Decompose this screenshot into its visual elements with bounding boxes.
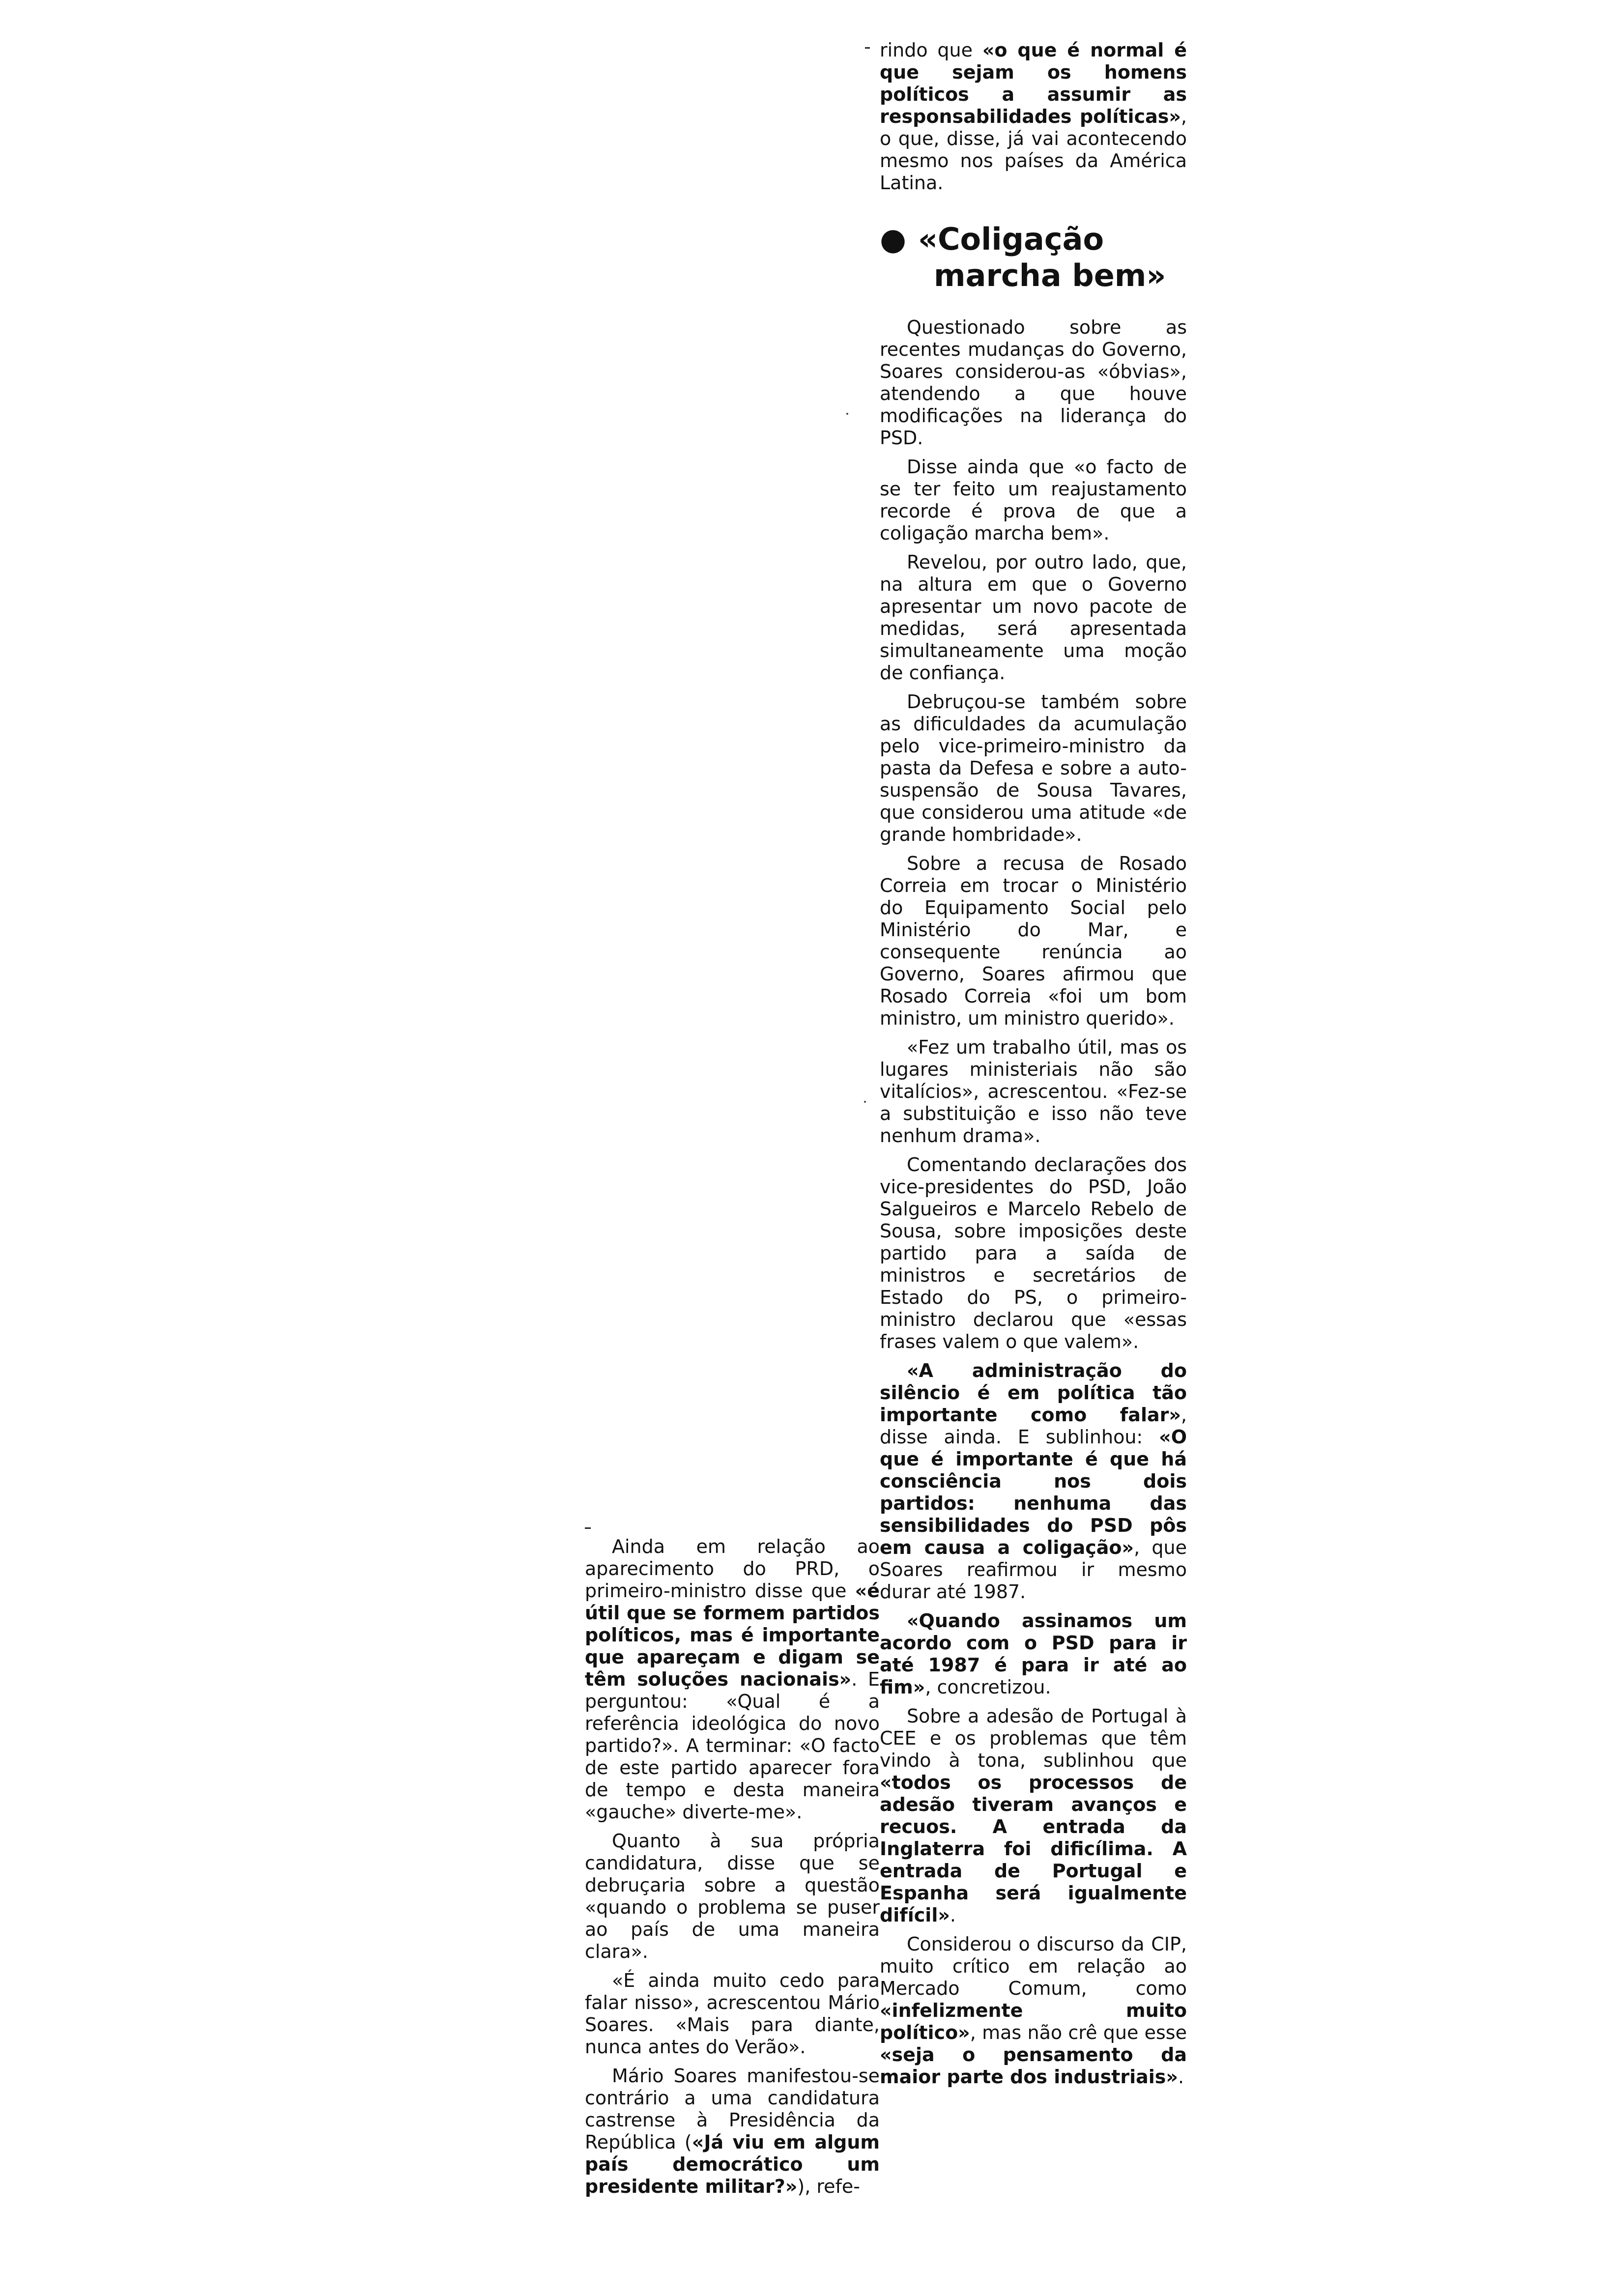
- paragraph: Questionado sobre as recentes mudanças do Governo, Soares considerou-as «óbvias», atendendo a que houve modificações na liderança do PSD.: [880, 316, 1187, 449]
- article-right-column: [880, 39, 1187, 2088]
- paragraph: «Fez um trabalho útil, mas os lugares ministeriais não são vitalícios», acrescentou. «Fez-se a substituição e isso não teve nenhum drama».: [880, 1036, 1187, 1147]
- paragraph: rindo que «o que é normal é que sejam os homens políticos a assumir as responsabilidades políticas», o que, disse, já vai acontecendo mesmo nos países da América Latina.: [880, 39, 1187, 194]
- paragraph: Considerou o discurso da CIP, muito crítico em relação ao Mercado Comum, como «infelizmente muito político», mas não crê que esse «seja o pensamento da maior parte dos industriais».: [880, 1933, 1187, 2088]
- section-heading-line-2: marcha bem»: [934, 258, 1166, 293]
- column-start-mark: [585, 1527, 591, 1529]
- section-heading: [880, 221, 1187, 294]
- print-speck: [864, 1101, 866, 1103]
- bullet-icon: ●: [880, 221, 907, 257]
- paragraph: Revelou, por outro lado, que, na altura em que o Governo apresentar um novo pacote de medidas, será apresentada simultaneamente uma moção de confiança.: [880, 551, 1187, 684]
- paragraph: «A administração do silêncio é em política tão importante como falar», disse ainda. E sublinhou: «O que é importante é que há consciência nos dois partidos: nenhuma das sensibilidades do PSD pôs em causa a coligação», que Soares reafirmou ir mesmo durar até 1987.: [880, 1360, 1187, 1603]
- paragraph: Debruçou-se também sobre as dificuldades da acumulação pelo vice-primeiro-ministro da pasta da Defesa e sobre a auto-suspensão de Sousa Tavares, que considerou uma atitude «de grande hombridade».: [880, 691, 1187, 845]
- column-start-mark: [865, 47, 870, 49]
- paragraph: «É ainda muito cedo para falar nisso», acrescentou Mário Soares. «Mais para diante, nunca antes do Verão».: [585, 1970, 880, 2058]
- section-heading-line-1: «Coligação: [918, 221, 1104, 257]
- article-left-column: [585, 1536, 880, 2198]
- print-speck: [846, 413, 848, 415]
- paragraph: Comentando declarações dos vice-presidentes do PSD, João Salgueiros e Marcelo Rebelo de Sousa, sobre imposições deste partido para a saída de ministros e secretários de Estado do PS, o primeiro-ministro declarou que «essas frases valem o que valem».: [880, 1154, 1187, 1352]
- paragraph: «Quando assinamos um acordo com o PSD para ir até 1987 é para ir até ao fim», concretizou.: [880, 1610, 1187, 1698]
- paragraph: Mário Soares manifestou-se contrário a uma candidatura castrense à Presidência da República («Já viu em algum país democrático um presidente militar?»), refe-: [585, 2065, 880, 2197]
- paragraph: Sobre a adesão de Portugal à CEE e os problemas que têm vindo à tona, sublinhou que «todos os processos de adesão tiveram avanços e recuos. A entrada da Inglaterra foi dificílima. A entrada de Portugal e Espanha será igualmente difícil».: [880, 1705, 1187, 1926]
- paragraph: Quanto à sua própria candidatura, disse que se debruçaria sobre a questão «quando o problema se puser ao país de uma maneira clara».: [585, 1830, 880, 1962]
- paragraph: Disse ainda que «o facto de se ter feito um reajustamento recorde é prova de que a coligação marcha bem».: [880, 456, 1187, 544]
- paragraph: Ainda em relação ao aparecimento do PRD, o primeiro-ministro disse que «é útil que se formem partidos políticos, mas é importante que apareçam e digam se têm soluções nacionais». E perguntou: «Qual é a referência ideológica do novo partido?». A terminar: «O facto de este partido aparecer fora de tempo e desta maneira «gauche» diverte-me».: [585, 1536, 880, 1823]
- paragraph: Sobre a recusa de Rosado Correia em trocar o Ministério do Equipamento Social pelo Ministério do Mar, e consequente renúncia ao Governo, Soares afirmou que Rosado Correia «foi um bom ministro, um ministro querido».: [880, 853, 1187, 1029]
